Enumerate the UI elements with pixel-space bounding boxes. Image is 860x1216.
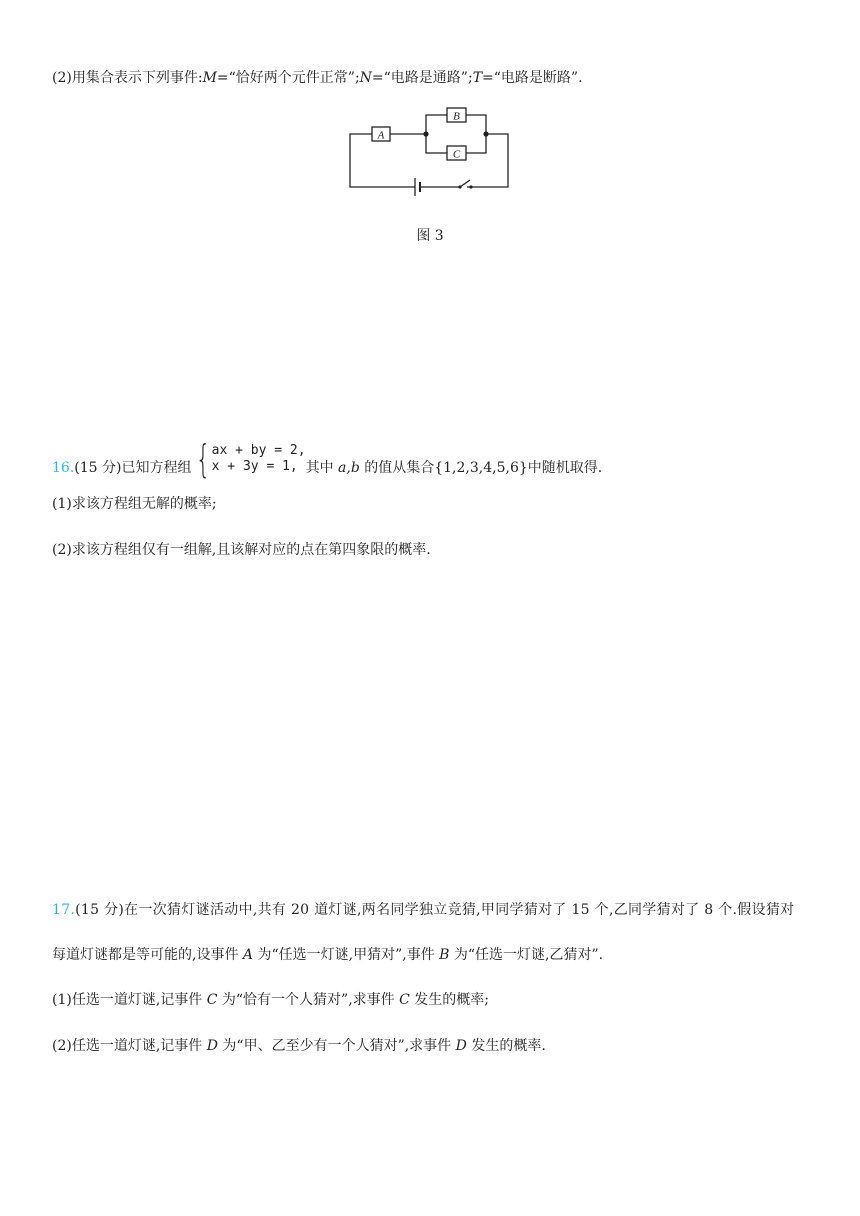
q15-part2-prefix: (2)用集合表示下列事件: [52,70,203,86]
q17-line2 [52,945,603,965]
q16-part1: (1)求该方程组无解的概率; [52,496,217,512]
q17-part2 [52,1036,546,1056]
equation-2: x + 3y = 1, [211,459,298,474]
q17-part1 [52,990,489,1010]
circuit-wire-branch-b-right [466,115,486,134]
switch-contact-right [469,185,472,188]
junction-left [423,131,428,136]
event-a-var: A [242,947,254,963]
q17-line2-c: 为“任选一灯谜,乙猜对”. [449,947,604,963]
q16-middle: 其中 [305,460,339,476]
event-t-var: T [472,70,483,86]
q16-part2: (2)求该方程组仅有一组解,且该解对应的点在第四象限的概率. [52,542,431,558]
q16-vars: a,b [338,460,360,476]
event-m-text: =“恰好两个元件正常”; [216,70,360,86]
q17-part2-c: 发生的概率. [466,1038,546,1054]
circuit-wire-branch-c-right [466,134,486,153]
junction-right [483,131,488,136]
q17-part1-c: 发生的概率; [409,992,490,1008]
equation-brace: { [196,437,211,481]
q17-part1-a: (1)任选一道灯谜,记事件 [52,992,207,1008]
figure-caption: 图 3 [416,228,444,244]
event-d-var: D [206,1038,218,1054]
q17-line1-text: (15 分)在一次猜灯谜活动中,共有 20 道灯谜,两名同学独立竞猜,甲同学猜对了 15 个,乙同学猜对了 8 个.假设猜对 [75,902,795,918]
event-n-text: =“电路是通路”; [371,70,473,86]
event-t-text: =“电路是断路”. [482,70,583,86]
q17-part1-b: 为“恰有一个人猜对”,求事件 [217,992,400,1008]
q17-part2-b: 为“甲、乙至少有一个人猜对”,求事件 [217,1038,456,1054]
equation-system [191,437,306,481]
q17-line2-a: 每道灯谜都是等可能的,设事件 [52,947,243,963]
event-n-var: N [359,70,372,86]
circuit-wire-right [467,134,508,187]
event-b-var: B [439,947,450,963]
q15-part2-line [52,68,583,88]
q16-suffix: 的值从集合{1,2,3,4,5,6}中随机取得. [359,460,603,476]
element-a-label: A [377,129,385,142]
event-d-var-2: D [455,1038,467,1054]
switch-contact-left [458,185,461,188]
q16-points: (15 分)已知方程组 [74,460,192,476]
q17-line1 [52,900,794,920]
circuit-wire-branch-c-left [426,134,447,153]
q17-part2-a: (2)任选一道灯谜,记事件 [52,1038,207,1054]
event-c-var-2: C [399,992,410,1008]
circuit-wire-branch-b-left [426,115,447,134]
equation-1: ax + by = 2, [211,443,306,458]
switch-lever [460,180,470,187]
circuit-diagram [340,100,520,196]
event-m-var: M [202,70,217,86]
q16-stem [52,437,603,487]
q17-line2-b: 为“任选一灯谜,甲猜对”,事件 [253,947,440,963]
event-c-var: C [206,992,218,1008]
circuit-wire-left [350,134,415,187]
element-c-label: C [452,148,461,161]
q16-number: 16. [52,460,75,476]
q17-number: 17. [52,902,76,918]
element-b-label: B [453,110,460,123]
